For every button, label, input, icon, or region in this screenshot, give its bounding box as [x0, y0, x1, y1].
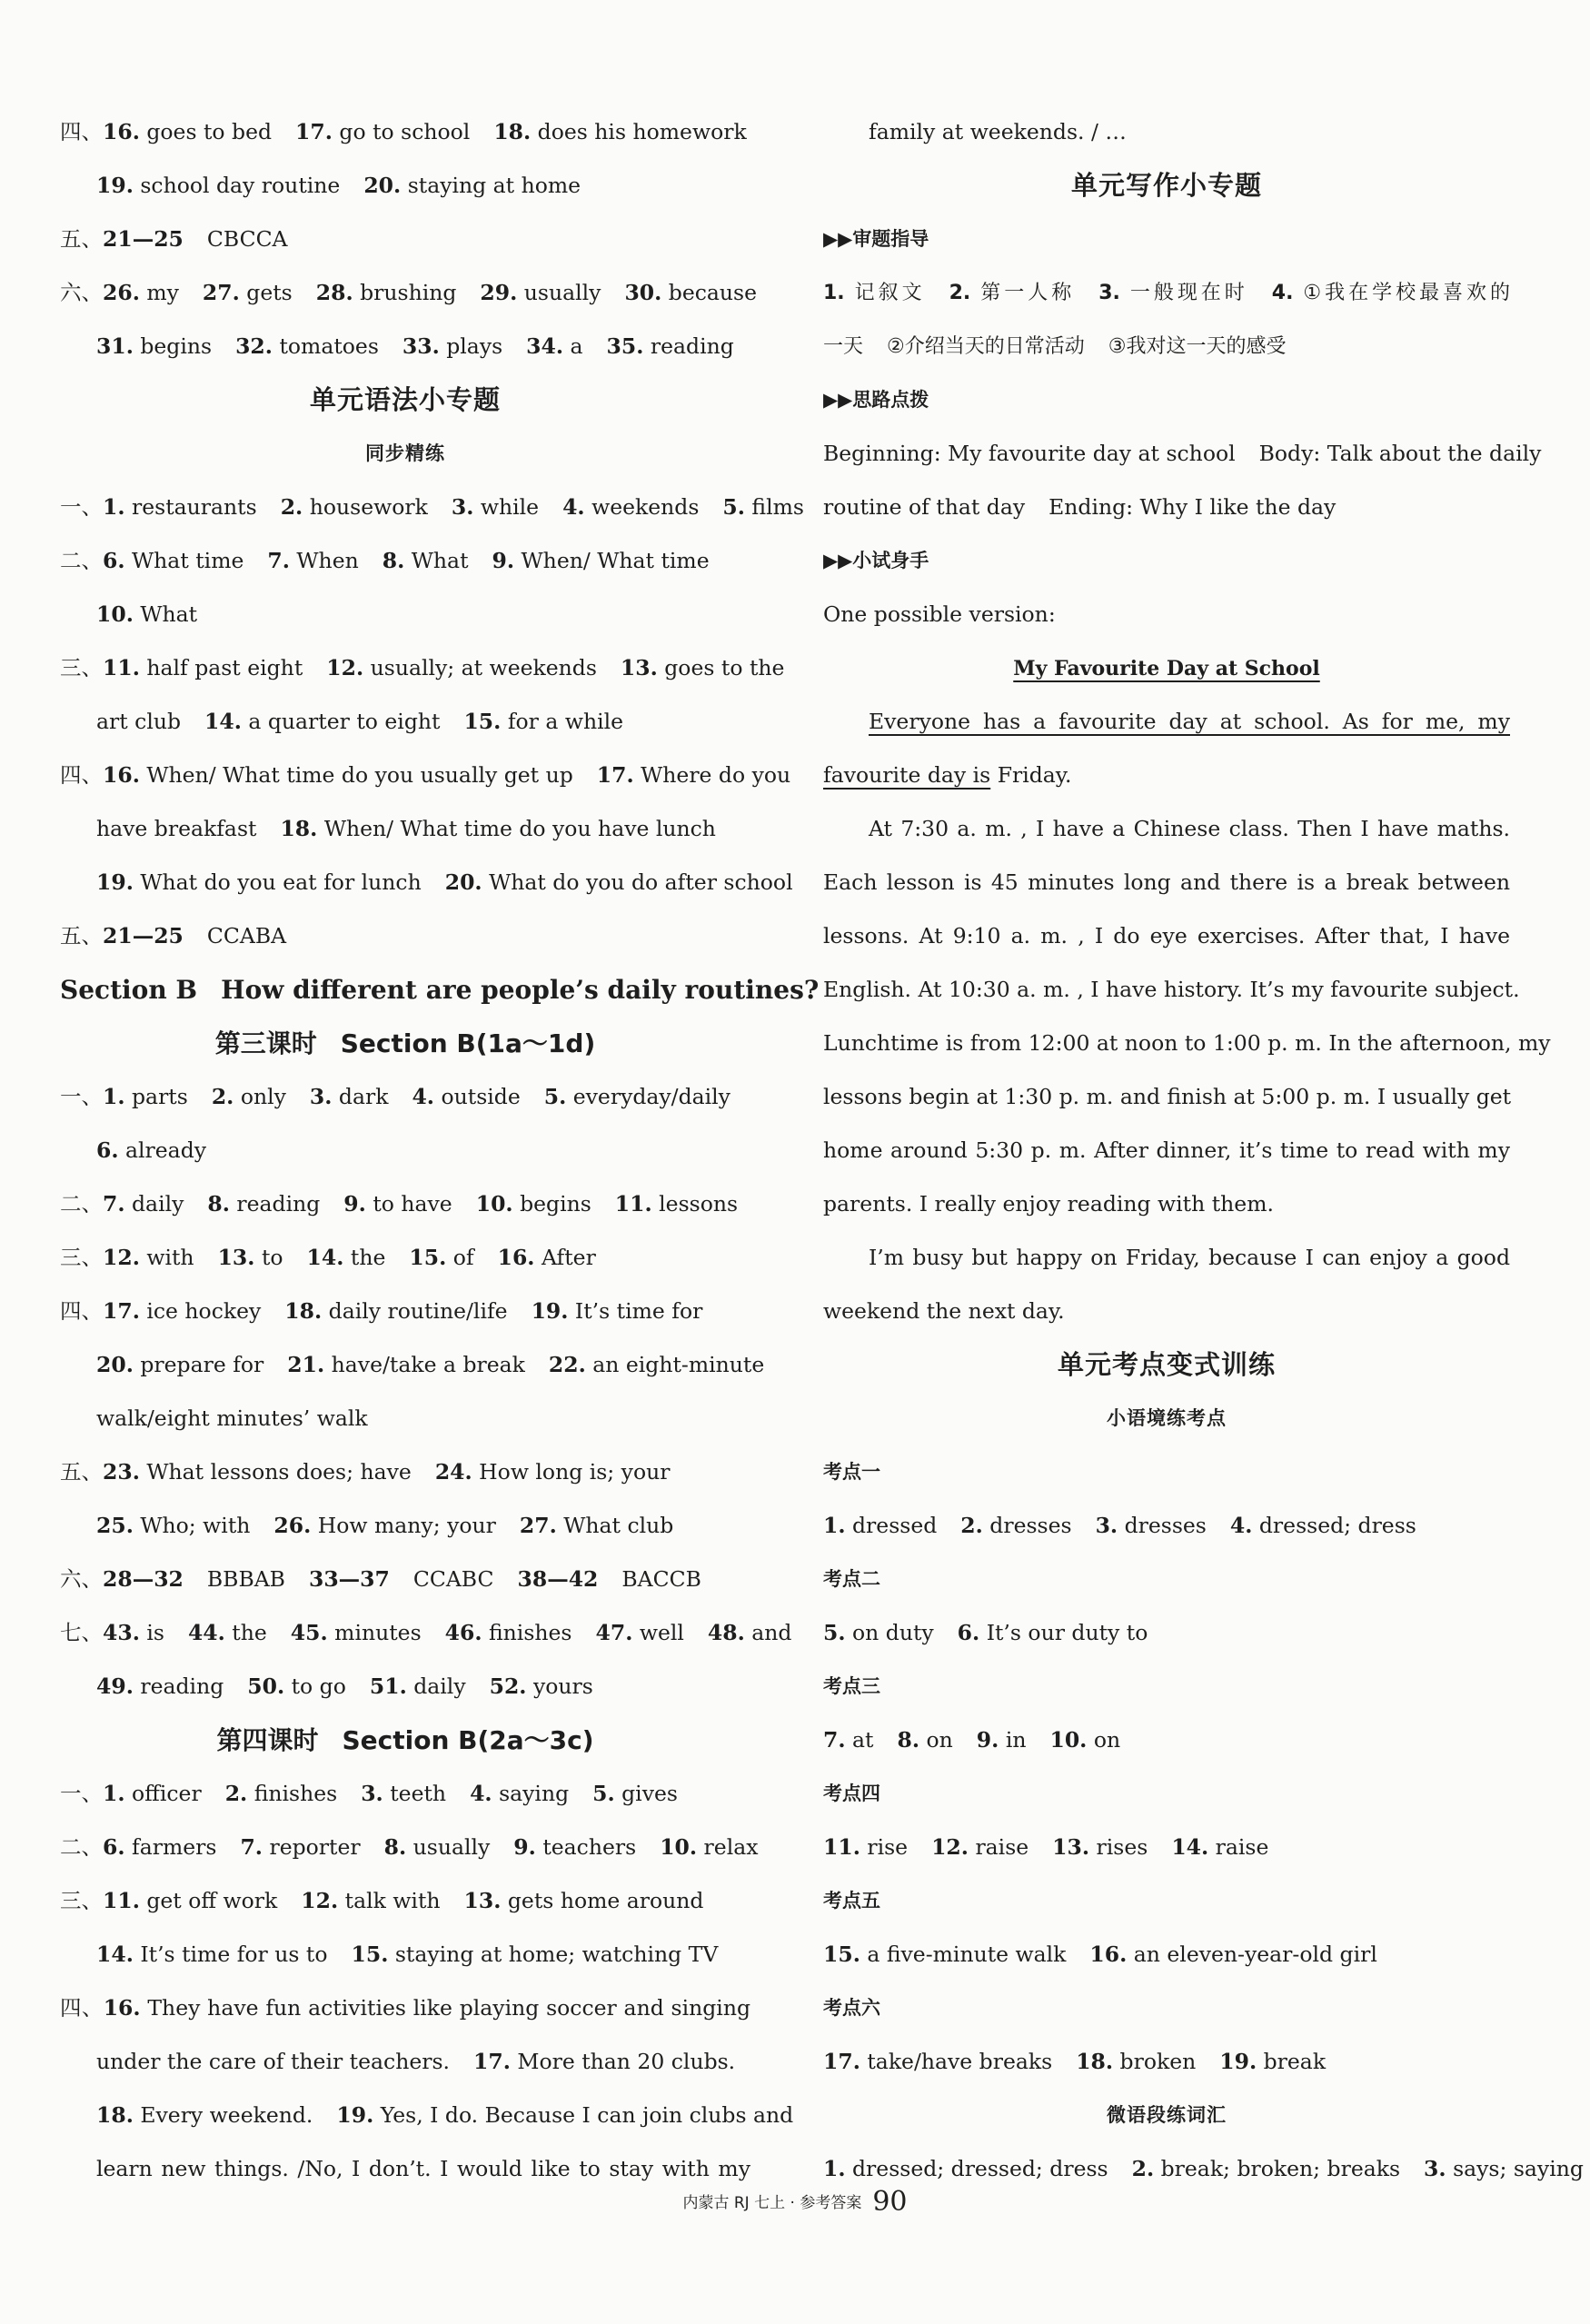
left-line-23: 20. prepare for 21. have/take a break 22. an eight-minute: [96, 1352, 765, 1377]
right-line-34: 15. a five-minute walk 16. an eleven-year-old girl: [823, 1942, 1377, 1967]
right-line-21: I’m busy but happy on Friday, because I can enjoy a good: [869, 1245, 1510, 1270]
right-line-24: 小语境练考点: [1107, 1407, 1227, 1429]
right-line-12: favourite day is Friday.: [823, 762, 1072, 788]
left-line-18: 一、1. parts 2. only 3. dark 4. outside 5. everyday/daily: [60, 1084, 730, 1109]
right-line-10: My Favourite Day at School: [1013, 657, 1320, 680]
right-line-8: ▶▶小试身手: [823, 550, 929, 571]
left-line-24: walk/eight minutes’ walk: [96, 1405, 368, 1431]
right-line-17: Lunchtime is from 12:00 at noon to 1:00 p. m. In the afternoon, my: [823, 1030, 1551, 1056]
right-line-11: Everyone has a favourite day at school. As for me, my: [869, 709, 1510, 734]
left-line-26: 25. Who; with 26. How many; your 27. What club: [96, 1513, 674, 1538]
right-line-14: Each lesson is 45 minutes long and there is a break between: [823, 869, 1510, 895]
left-line-5: 单元语法小专题: [309, 384, 501, 415]
left-line-28: 七、43. is 44. the 45. minutes 46. finishes 47. well 48. and: [60, 1620, 792, 1645]
left-line-27: 六、28—32 BBBAB 33—37 CCABC 38—42 BACCB: [60, 1566, 701, 1592]
left-line-8: 二、6. What time 7. When 8. What 9. When/ What time: [60, 548, 710, 573]
left-line-11: art club 14. a quarter to eight 15. for a while: [96, 709, 624, 734]
right-line-31: 考点四: [823, 1783, 880, 1804]
left-line-34: 14. It’s time for us to 15. staying at home; watching TV: [96, 1942, 719, 1967]
left-line-0: 四、16. goes to bed 17. go to school 18. does his homework: [60, 119, 747, 144]
left-line-12: 四、16. When/ What time do you usually get up 17. Where do you: [60, 762, 791, 788]
left-line-3: 六、26. my 27. gets 28. brushing 29. usually 30. because: [60, 280, 758, 305]
right-line-27: 考点二: [823, 1568, 880, 1590]
right-line-32: 11. rise 12. raise 13. rises 14. raise: [823, 1834, 1269, 1860]
left-line-19: 6. already: [96, 1137, 207, 1163]
left-line-2: 五、21—25 CBCCA: [60, 226, 288, 252]
right-line-19: home around 5:30 p. m. After dinner, it’s time to read with my: [823, 1137, 1510, 1163]
right-line-4: 一天 ②介绍当天的日常活动 ③我对这一天的感受: [823, 335, 1287, 358]
left-line-9: 10. What: [96, 601, 198, 627]
right-line-23: 单元考点变式训练: [1057, 1349, 1276, 1380]
right-line-33: 考点五: [823, 1890, 880, 1912]
right-line-22: weekend the next day.: [823, 1298, 1065, 1324]
left-line-35: 四、16. They have fun activities like playing soccer and singing: [60, 1995, 751, 2021]
left-line-15: 五、21—25 CCABA: [60, 923, 287, 948]
left-line-16: Section B How different are people’s daily routines?: [60, 975, 820, 1005]
left-line-31: 一、1. officer 2. finishes 3. teeth 4. saying 5. gives: [60, 1781, 678, 1806]
left-line-14: 19. What do you eat for lunch 20. What do you do after school: [96, 869, 793, 895]
right-line-16: English. At 10:30 a. m. , I have history. It’s my favourite subject.: [823, 977, 1520, 1002]
left-line-30: 第四课时 Section B(2a～3c): [216, 1725, 594, 1755]
right-line-9: One possible version:: [823, 601, 1056, 627]
left-line-32: 二、6. farmers 7. reporter 8. usually 9. teachers 10. relax: [60, 1834, 759, 1860]
left-line-21: 三、12. with 13. to 14. the 15. of 16. After: [60, 1245, 596, 1270]
left-line-4: 31. begins 32. tomatoes 33. plays 34. a 35. reading: [96, 333, 734, 359]
left-line-22: 四、17. ice hockey 18. daily routine/life 19. It’s time for: [60, 1298, 703, 1324]
right-line-36: 17. take/have breaks 18. broken 19. break: [823, 2049, 1327, 2074]
right-line-6: Beginning: My favourite day at school Body: Talk about the daily: [823, 441, 1542, 466]
right-line-35: 考点六: [823, 1997, 880, 2019]
left-line-6: 同步精练: [365, 442, 445, 464]
right-line-13: At 7:30 a. m. , I have a Chinese class. Then I have maths.: [869, 816, 1510, 841]
left-line-7: 一、1. restaurants 2. housework 3. while 4. weekends 5. films: [60, 494, 804, 520]
left-line-10: 三、11. half past eight 12. usually; at weekends 13. goes to the: [60, 655, 785, 680]
right-line-26: 1. dressed 2. dresses 3. dresses 4. dressed; dress: [823, 1513, 1416, 1538]
left-line-13: have breakfast 18. When/ What time do you have lunch: [96, 816, 716, 841]
right-line-2: ▶▶审题指导: [823, 228, 929, 250]
left-column: [60, 105, 820, 2196]
right-column: [823, 105, 1584, 2196]
right-line-37: 微语段练词汇: [1107, 2104, 1227, 2126]
left-line-36: under the care of their teachers. 17. More than 20 clubs.: [96, 2049, 736, 2074]
right-line-28: 5. on duty 6. It’s our duty to: [823, 1620, 1148, 1645]
right-line-29: 考点三: [823, 1675, 880, 1697]
left-line-37: 18. Every weekend. 19. Yes, I do. Because I can join clubs and: [96, 2102, 794, 2128]
left-line-29: 49. reading 50. to go 51. daily 52. yours: [96, 1673, 593, 1699]
right-line-5: ▶▶思路点拨: [823, 389, 929, 411]
right-line-25: 考点一: [823, 1461, 880, 1483]
right-line-38: 1. dressed; dressed; dress 2. break; broken; breaks 3. says; saying: [823, 2156, 1584, 2181]
left-line-33: 三、11. get off work 12. talk with 13. gets home around: [60, 1888, 704, 1913]
footer-label: 内蒙古 RJ 七上 · 参考答案: [682, 2194, 862, 2212]
left-line-20: 二、7. daily 8. reading 9. to have 10. begins 11. lessons: [60, 1191, 739, 1217]
left-line-25: 五、23. What lessons does; have 24. How long is; your: [60, 1459, 671, 1485]
right-line-7: routine of that day Ending: Why I like the day: [823, 494, 1337, 520]
right-line-18: lessons begin at 1:30 p. m. and finish at 5:00 p. m. I usually get: [823, 1084, 1512, 1109]
right-line-3: 1. 记叙文 2. 第一人称 3. 一般现在时 4. ①我在学校最喜欢的: [823, 282, 1511, 304]
right-line-15: lessons. At 9:10 a. m. , I do eye exercises. After that, I have: [823, 923, 1510, 948]
right-line-1: 单元写作小专题: [1070, 170, 1262, 201]
left-line-38: learn new things. /No, I don’t. I would like to stay with my: [96, 2156, 750, 2181]
page-footer: [0, 2186, 1590, 2218]
left-line-1: 19. school day routine 20. staying at home: [96, 173, 581, 198]
page-number: 90: [872, 2186, 908, 2218]
left-line-17: 第三课时 Section B(1a～1d): [214, 1028, 596, 1058]
right-line-30: 7. at 8. on 9. in 10. on: [823, 1727, 1121, 1753]
right-line-20: parents. I really enjoy reading with them.: [823, 1191, 1274, 1217]
right-line-0: family at weekends. / …: [869, 119, 1127, 144]
